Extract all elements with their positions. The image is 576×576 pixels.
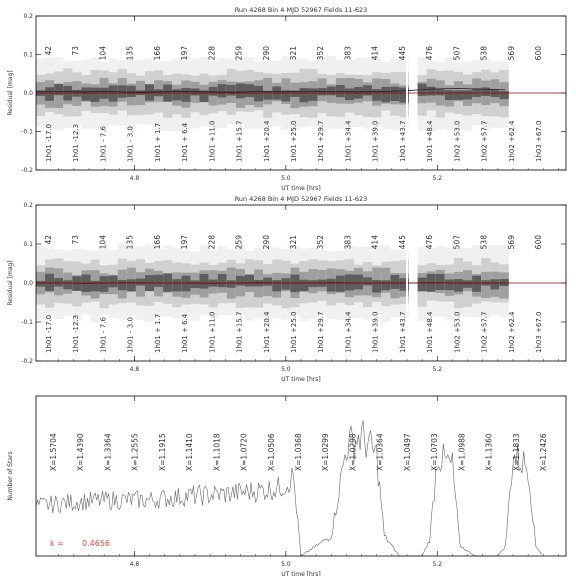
angle-label: 1h02 +57.7 xyxy=(480,120,489,162)
airmass-label: X=1.0988 xyxy=(457,433,467,471)
density-cell xyxy=(63,280,72,289)
angle-label: 1h02 +53.0 xyxy=(453,120,462,162)
density-cell xyxy=(227,85,236,96)
density-cell xyxy=(200,90,209,102)
density-cell xyxy=(172,279,181,291)
airmass-label: X=1.2555 xyxy=(130,433,140,471)
density-cell xyxy=(181,88,190,102)
field-number-label: 383 xyxy=(343,235,353,250)
angle-label: 1h03 +67.0 xyxy=(535,311,543,353)
density-cell xyxy=(45,274,54,291)
density-cell xyxy=(172,89,181,100)
density-cell xyxy=(281,278,290,289)
density-cell xyxy=(463,90,472,99)
x-axis-label: UT time [hrs] xyxy=(281,376,321,383)
field-number-label: 352 xyxy=(316,235,326,250)
field-number-label: 290 xyxy=(261,46,271,61)
angle-label: 1h01 +20.4 xyxy=(262,120,271,162)
density-cell xyxy=(345,89,354,101)
field-number-label: 104 xyxy=(98,235,108,250)
density-cell xyxy=(299,88,308,102)
x-tick-label: 4.8 xyxy=(129,561,140,568)
density-cell xyxy=(436,89,445,96)
density-cell xyxy=(54,278,63,287)
angle-label: 1h01 - 3.0 xyxy=(126,317,135,353)
density-cell xyxy=(254,86,263,101)
x-tick-label: 4.8 xyxy=(129,175,140,182)
angle-label: 1h03 +67.0 xyxy=(535,120,543,162)
residual-panel-2 xyxy=(7,195,566,383)
airmass-label: X=1.1360 xyxy=(484,433,494,471)
angle-label: 1h01 +43.7 xyxy=(398,311,407,353)
field-number-label: 538 xyxy=(479,46,489,61)
field-number-label: 104 xyxy=(98,46,108,61)
y-tick-label: -0.2 xyxy=(21,358,33,365)
field-number-label: 600 xyxy=(534,46,543,61)
field-number-label: 166 xyxy=(152,235,162,250)
density-cell xyxy=(200,274,209,289)
density-cell xyxy=(36,281,45,287)
y-axis-label: Number of Stars xyxy=(7,451,14,501)
angle-label: 1h01 + 1.7 xyxy=(153,122,162,162)
density-cell xyxy=(218,274,227,287)
angle-label: 1h01 +39.0 xyxy=(371,311,380,353)
density-cell xyxy=(209,87,218,96)
field-number-label: 197 xyxy=(180,235,190,250)
density-cell xyxy=(454,279,463,291)
airmass-label: X=1.0506 xyxy=(266,433,276,471)
airmass-label: X=1.4390 xyxy=(76,433,86,471)
y-tick-label: 0.0 xyxy=(23,280,33,287)
angle-label: 1h01 +48.4 xyxy=(426,120,435,162)
chart-title: Run 4268 Bin 4 MJD 52967 Fields 11-623 xyxy=(234,195,368,203)
density-cell xyxy=(136,279,145,286)
y-tick-label: 0.1 xyxy=(23,241,33,248)
field-number-label: 352 xyxy=(316,46,326,61)
field-number-label: 135 xyxy=(125,235,135,250)
density-cell xyxy=(91,281,100,291)
airmass-label: X=1.0298 xyxy=(348,433,358,471)
field-number-label: 600 xyxy=(534,235,543,250)
angle-label: 1h01 -17.0 xyxy=(45,314,53,353)
field-number-label: 228 xyxy=(207,235,217,250)
density-cell xyxy=(490,279,499,289)
x-tick-label: 4.8 xyxy=(129,366,140,373)
density-cell xyxy=(381,87,390,102)
density-cell xyxy=(45,87,54,101)
field-number-label: 507 xyxy=(452,46,462,61)
density-cell xyxy=(336,276,345,292)
angle-label: 1h01 - 7.6 xyxy=(99,317,108,353)
density-cell xyxy=(290,275,299,293)
density-cell xyxy=(363,85,372,95)
airmass-label: X=1.1915 xyxy=(157,433,167,471)
airmass-label: X=1.0703 xyxy=(430,433,440,471)
angle-label: 1h02 +62.4 xyxy=(507,120,516,162)
density-cell xyxy=(427,87,436,96)
density-cell xyxy=(499,91,508,99)
angle-label: 1h02 +53.0 xyxy=(453,311,462,353)
density-cell xyxy=(372,89,381,101)
density-cell xyxy=(181,276,190,292)
angle-label: 1h01 +15.7 xyxy=(235,311,244,353)
field-number-label: 476 xyxy=(425,46,435,61)
chart-title: Run 4268 Bin 4 MJD 52967 Fields 11-623 xyxy=(234,6,368,14)
density-cell xyxy=(390,87,399,101)
angle-label: 1h01 +29.7 xyxy=(317,311,326,353)
density-cell xyxy=(236,84,245,99)
density-cell xyxy=(218,84,227,97)
residual-panel-1 xyxy=(7,6,566,192)
airmass-label: X=1.0368 xyxy=(294,433,303,471)
angle-label: 1h01 +34.4 xyxy=(344,120,353,162)
density-cell xyxy=(381,280,390,290)
field-number-label: 73 xyxy=(71,46,81,56)
field-number-label: 321 xyxy=(289,46,298,61)
angle-label: 1h01 -17.0 xyxy=(45,123,53,162)
field-number-label: 569 xyxy=(506,46,516,61)
density-cell xyxy=(336,85,345,97)
angle-label: 1h01 +25.0 xyxy=(290,120,298,162)
x-tick-label: 5.0 xyxy=(281,175,291,182)
field-number-label: 42 xyxy=(44,235,53,245)
angle-label: 1h01 +11.0 xyxy=(208,120,217,162)
x-axis-label: UT time [hrs] xyxy=(281,571,321,576)
angle-label: 1h01 +11.0 xyxy=(208,311,217,353)
angle-label: 1h01 +29.7 xyxy=(317,120,326,162)
x-axis-label: UT time [hrs] xyxy=(281,185,321,192)
density-cell xyxy=(154,275,163,287)
field-number-label: 42 xyxy=(44,46,53,56)
density-cell xyxy=(91,88,100,102)
field-number-label: 135 xyxy=(125,46,135,61)
angle-label: 1h01 +20.4 xyxy=(262,311,271,353)
plot-frame xyxy=(36,396,566,556)
y-tick-label: 0.2 xyxy=(23,202,33,209)
density-cell xyxy=(299,280,308,292)
y-tick-label: 0.2 xyxy=(23,13,33,20)
x-tick-label: 5.2 xyxy=(432,366,443,373)
angle-label: 1h01 -12.3 xyxy=(72,314,81,353)
angle-label: 1h01 +25.0 xyxy=(290,311,298,353)
density-cell xyxy=(109,85,118,101)
field-number-label: 476 xyxy=(425,235,435,250)
x-tick-label: 5.2 xyxy=(432,175,443,182)
angle-label: 1h01 + 6.4 xyxy=(181,122,190,162)
density-cell xyxy=(418,278,427,292)
angle-label: 1h01 +15.7 xyxy=(235,120,244,162)
airmass-label: X=1.2426 xyxy=(539,433,548,471)
x-tick-label: 5.0 xyxy=(281,366,291,373)
density-cell xyxy=(309,88,318,100)
y-axis-label: Residual [mag] xyxy=(7,70,14,116)
density-cell xyxy=(309,280,318,287)
density-cell xyxy=(109,276,118,288)
field-number-label: 73 xyxy=(71,235,81,245)
angle-label: 1h01 + 6.4 xyxy=(181,313,190,353)
density-cell xyxy=(272,280,281,291)
angle-label: 1h01 - 3.0 xyxy=(126,126,135,162)
density-cell xyxy=(227,280,236,287)
density-cell xyxy=(127,86,136,97)
density-cell xyxy=(327,279,336,292)
field-number-label: 414 xyxy=(370,235,380,250)
field-number-label: 321 xyxy=(289,235,298,250)
field-number-label: 445 xyxy=(397,235,407,250)
density-cell xyxy=(81,87,90,100)
field-number-label: 290 xyxy=(261,235,271,250)
field-number-label: 538 xyxy=(479,235,489,250)
field-number-label: 166 xyxy=(152,46,162,61)
y-tick-label: 0.0 xyxy=(23,90,33,97)
density-cell xyxy=(436,274,445,290)
airmass-label: X=1.0497 xyxy=(402,433,412,471)
y-axis-label: Residual [mag] xyxy=(7,260,14,306)
y-tick-label: -0.1 xyxy=(21,128,33,136)
field-number-label: 197 xyxy=(180,46,190,61)
density-cell xyxy=(463,280,472,287)
density-cell xyxy=(354,275,363,290)
airmass-label: X=1.1410 xyxy=(185,433,195,471)
density-cell xyxy=(445,90,454,100)
angle-label: 1h01 +34.4 xyxy=(344,311,353,353)
airmass-label: X=1.1018 xyxy=(212,433,222,471)
density-cell xyxy=(100,276,109,292)
density-cell xyxy=(245,275,254,287)
density-cell xyxy=(445,280,454,291)
x-tick-label: 5.0 xyxy=(281,561,291,568)
density-cell xyxy=(118,280,127,290)
airmass-label: X=1.5704 xyxy=(49,433,58,471)
angle-label: 1h02 +62.4 xyxy=(507,311,516,353)
airmass-label: X=1.1833 xyxy=(511,433,521,471)
counts-panel xyxy=(7,396,566,576)
y-tick-label: 0.1 xyxy=(23,51,33,59)
y-tick-label: -0.1 xyxy=(21,319,33,326)
density-cell xyxy=(454,90,463,100)
airmass-label: X=1.0720 xyxy=(239,433,249,471)
extinction-k-value: 0.4656 xyxy=(82,539,110,548)
density-cell xyxy=(327,87,336,96)
density-cell xyxy=(236,276,245,286)
density-cell xyxy=(127,279,136,291)
angle-label: 1h01 - 7.6 xyxy=(99,126,108,162)
airmass-label: X=1.0299 xyxy=(321,433,331,471)
extinction-k-label: k = xyxy=(50,539,64,548)
density-cell xyxy=(499,279,508,286)
field-number-label: 383 xyxy=(343,46,353,61)
field-number-label: 259 xyxy=(234,235,244,250)
field-number-label: 569 xyxy=(506,235,516,250)
density-cell xyxy=(263,91,272,100)
angle-label: 1h01 +48.4 xyxy=(426,311,435,353)
y-tick-label: -0.2 xyxy=(21,167,33,174)
angle-label: 1h01 +39.0 xyxy=(371,120,380,162)
density-cell xyxy=(245,84,254,97)
field-number-label: 259 xyxy=(234,46,244,61)
angle-label: 1h01 +43.7 xyxy=(398,120,407,162)
angle-label: 1h02 +57.7 xyxy=(480,311,489,353)
density-cell xyxy=(363,277,372,285)
field-number-label: 445 xyxy=(397,46,407,61)
field-number-label: 414 xyxy=(370,46,380,61)
airmass-label: X=1.3364 xyxy=(103,433,113,471)
airmass-label: X=1.0364 xyxy=(375,433,385,471)
density-cell xyxy=(190,280,199,288)
density-cell xyxy=(163,273,172,292)
density-cell xyxy=(263,278,272,286)
x-tick-label: 5.2 xyxy=(432,561,443,568)
angle-label: 1h01 -12.3 xyxy=(72,123,81,162)
field-number-label: 228 xyxy=(207,46,217,61)
density-cell xyxy=(390,275,399,289)
density-cell xyxy=(472,276,481,292)
density-cell xyxy=(54,84,63,95)
density-cell xyxy=(372,280,381,293)
field-number-label: 507 xyxy=(452,235,462,250)
angle-label: 1h01 + 1.7 xyxy=(153,313,162,353)
